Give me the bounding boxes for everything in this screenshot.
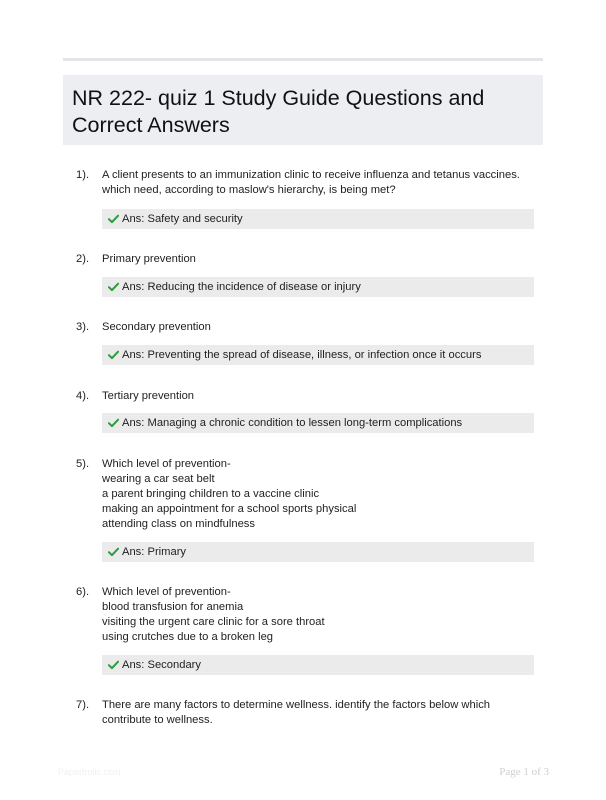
question-text: There are many factors to determine wellness. identify the factors below which contribute to wellness. <box>102 699 491 726</box>
answer-text: Ans: Safety and security <box>122 213 243 225</box>
question-text: Which level of prevention- blood transfusion for anemia visiting the urgent care clinic for a sore throat using crutches due to a broken leg <box>102 586 325 643</box>
question-number: 3). <box>76 321 90 333</box>
question-number: 4). <box>76 390 90 402</box>
question-text: Tertiary prevention <box>102 390 195 402</box>
page-indicator: Page 1 of 3 <box>499 766 549 778</box>
answer-text: Ans: Managing a chronic condition to lessen long-term complications <box>122 417 463 429</box>
question-number: 7). <box>76 699 90 711</box>
check-icon <box>108 214 119 224</box>
top-rule <box>63 58 543 61</box>
answer-box <box>102 277 534 297</box>
answer-box <box>102 542 534 562</box>
question-number: 5). <box>76 458 90 470</box>
question-text: A client presents to an immunization clinic to receive influenza and tetanus vaccines. which need, according to maslow's hierarchy, is being met? <box>102 169 520 196</box>
check-icon <box>108 418 119 428</box>
question-number: 6). <box>76 586 90 598</box>
answer-text: Ans: Secondary <box>122 659 201 671</box>
title-box <box>63 75 543 145</box>
footer-site: Papertrolic.com <box>58 767 121 777</box>
answer-box <box>102 655 534 675</box>
answer-text: Ans: Preventing the spread of disease, illness, or infection once it occurs <box>122 349 482 361</box>
check-icon <box>108 547 119 557</box>
check-icon <box>108 660 119 670</box>
question-text: Secondary prevention <box>102 321 211 333</box>
answer-box <box>102 209 534 229</box>
answer-box <box>102 413 534 433</box>
question-text: Which level of prevention- wearing a car seat belt a parent bringing children to a vaccine clinic making an appointment for a school sports physical attending class on mindfulness <box>102 458 357 530</box>
check-icon <box>108 350 119 360</box>
document-title: NR 222- quiz 1 Study Guide Questions and Correct Answers <box>72 86 485 137</box>
check-icon <box>108 282 119 292</box>
question-number: 1). <box>76 169 90 181</box>
answer-text: Ans: Reducing the incidence of disease or injury <box>122 281 361 293</box>
answer-box <box>102 345 534 365</box>
question-number: 2). <box>76 253 90 265</box>
answer-text: Ans: Primary <box>122 546 187 558</box>
question-text: Primary prevention <box>102 253 196 265</box>
